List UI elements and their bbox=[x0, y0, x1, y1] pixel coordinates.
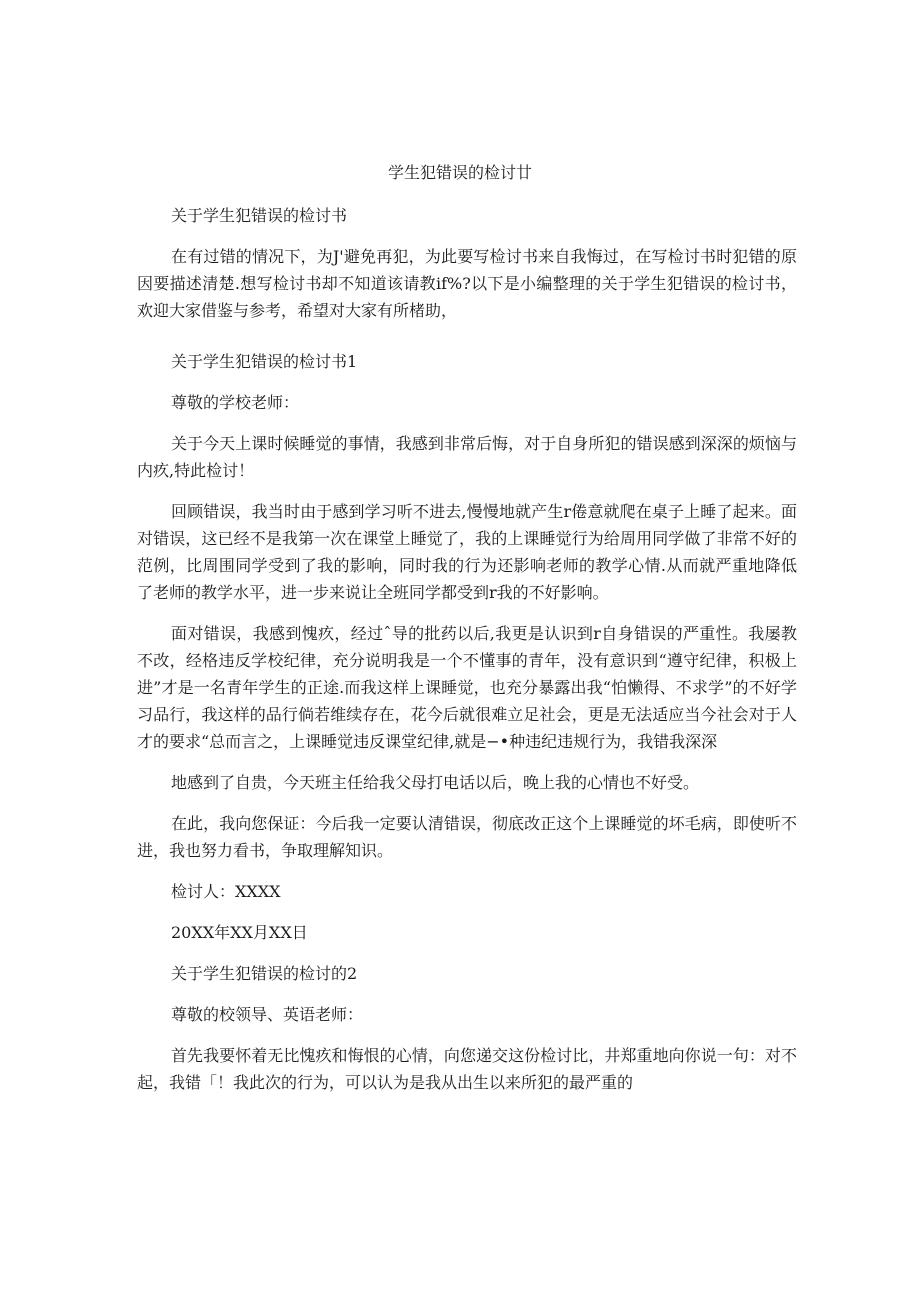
body-paragraph: 回顾错误，我当时由于感到学习听不进去,慢慢地就产生r倦意就爬在桌子上睡了起来。面对错误，这已经不是我第一次在课堂上睡觉了，我的上课睡觉行为给周用同学做了非常不好的范例，比周围同学受到了我的影响，同时我的行为还影响老师的教学心情.从而就严重地降低了老师的教学水平，进一步来说让全班同学都受到r我的不好影响。 bbox=[137, 502, 797, 602]
body-paragraph: 面对错误，我感到愧疚，经过ˆ导的批药以后,我更是认识到r自身错误的严重性。我屡教不改，经格违反学校纪律，充分说明我是一个不懂事的青年，没有意识到“遵守纪律，积极上进”才是一名青年学生的正途.而我这样上课睡觉，也充分暴露出我“怕懒得、不求学”的不好学习品行，我这样的品行倘若维续存在，花今后就很难立足社会，更是无法适应当今社会对于人才的要求“总而言之，上课睡觉违反课堂纪律,就是−•种违纪违规行为，我错我深深 bbox=[137, 624, 797, 751]
salutation: 尊敬的学校老师： bbox=[171, 393, 300, 412]
section-heading: 关于学生犯错误的检讨的2 bbox=[171, 964, 358, 983]
section-heading: 关于学生犯错误的检讨书 bbox=[171, 206, 348, 225]
salutation: 尊敬的校领导、英语老师： bbox=[171, 1005, 364, 1024]
body-paragraph: 首先我要怀着无比愧疚和悔恨的心情，向您递交这份检讨比，井郑重地向你说一句：对不起，我错「！我此次的行为，可以认为是我从出生以来所犯的最严重的 bbox=[137, 1046, 797, 1092]
body-paragraph: 地感到了自贵，今天班主任给我父母打电话以后，晚上我的心情也不好受。 bbox=[171, 773, 700, 792]
section-heading: 关于学生犯错误的检讨书1 bbox=[171, 352, 358, 371]
signature-line: 检讨人：XXXX bbox=[171, 882, 281, 901]
intro-paragraph: 在有过错的情况下，为J'避免再犯，为此要写检讨书来自我悔过，在写检讨书时犯错的原因要描述清楚.想写检讨书却不知道该请教if%?以下是小编整理的关于学生犯错误的检讨书，欢迎大家借鉴与参考，希望对大家有所楮助， bbox=[137, 247, 797, 320]
body-paragraph: 关于今天上课时候睡觉的事情，我感到非常后悔，对于自身所犯的错误感到深深的烦恼与内疚,特此检讨！ bbox=[137, 434, 797, 480]
date-line: 20XX年XX月XX日 bbox=[171, 923, 308, 942]
body-paragraph: 在此，我向您保证：今后我一定要认清错误，彻底改正这个上课睡觉的坏毛病，即使听不进，我也努力看书，争取理解知识。 bbox=[137, 814, 797, 860]
document-title: 学生犯错误的检讨廿 bbox=[387, 163, 532, 182]
document-body bbox=[137, 202, 797, 1110]
